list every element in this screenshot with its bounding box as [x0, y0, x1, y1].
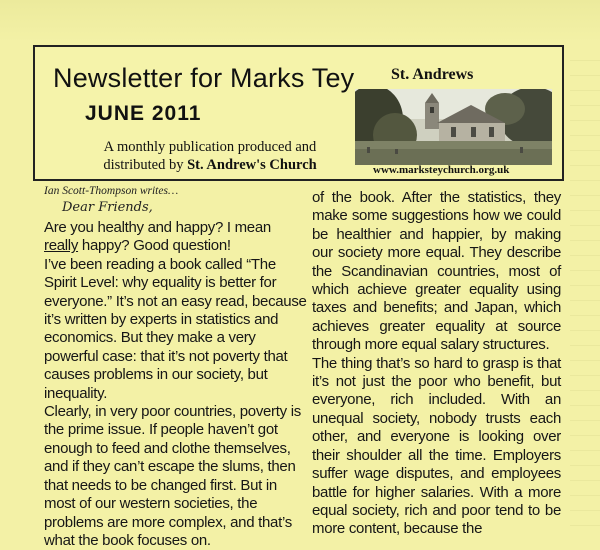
- intro-text-end: happy? Good question!: [78, 237, 231, 255]
- paragraph-equality: The thing that’s so hard to grasp is that it’s not just the poor who benefit, but everyone, rich included. With an unequal society, nobody trusts each other, and everyone is looking over their shoulder all the time. Employers suffer wage disputes, and employees battle for higher salaries. With a more equal society, rich and poor tend to be more content, because the: [312, 354, 561, 538]
- church-name: St. Andrews: [391, 66, 474, 83]
- newsletter-title: Newsletter for Marks Tey: [53, 63, 355, 93]
- newsletter-masthead: [33, 45, 564, 181]
- underlined-word: really: [44, 237, 79, 255]
- adjacent-page-bleed: [570, 46, 600, 526]
- paragraph-poverty: Clearly, in very poor countries, poverty is the prime issue. If people haven’t got enough to feed and clothe themselves, and if they can’t escape the slums, then that needs to be changed first. But in most of our western societies, the problems are more complex, and that’s what the book focuses on.: [44, 403, 301, 549]
- church-website-url: www.marksteychurch.org.uk: [373, 164, 510, 176]
- paragraph-intro: [44, 219, 308, 256]
- church-photo: [355, 89, 552, 165]
- paragraph-book: I’ve been reading a book called “The Spirit Level: why equality is better for everyone.” It’s not an easy read, because it’s written by experts in statistics and economics. But they make a very powerful case: that it’s not poverty that causes problems in our society, but inequality.: [44, 255, 307, 402]
- previous-page-bleed: [0, 0, 600, 42]
- description-line-1: A monthly publication produced and: [103, 139, 317, 155]
- letter-salutation: Dear Friends,: [62, 200, 153, 215]
- description-line-2-prefix: distributed by: [103, 157, 188, 173]
- paragraph-statistics: of the book. After the statistics, they make some suggestions how we could be healthier and happier, by making our society more equal. They describe the Scandinavian countries, most of which achieve greater equality using taxes and benefits; and Japan, which achieves greater equality at source through more equal salary structures.: [312, 189, 561, 354]
- article-column-right: [312, 189, 561, 539]
- article-column-left: [44, 219, 308, 550]
- publication-description: [95, 138, 325, 174]
- intro-text-start: Are you healthy and happy? I mean: [44, 219, 271, 236]
- article-byline: Ian Scott-Thompson writes…: [44, 185, 179, 197]
- issue-date: JUNE 2011: [85, 102, 202, 125]
- church-reference: St. Andrew's Church: [187, 157, 317, 173]
